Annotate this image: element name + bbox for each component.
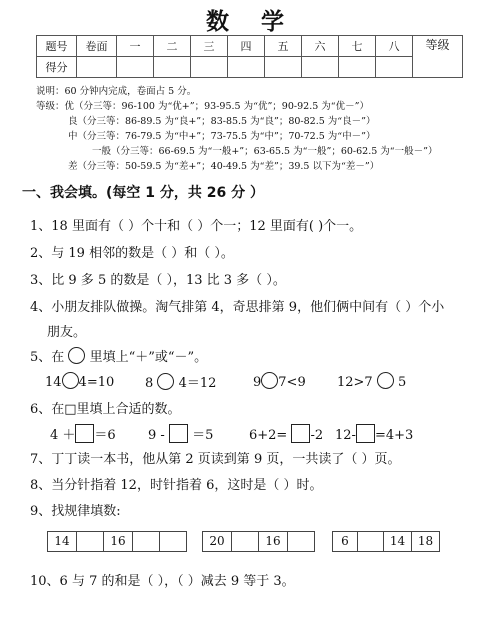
score-header-cell: 题号 <box>37 36 77 57</box>
score-cell[interactable] <box>77 57 117 78</box>
score-row <box>37 57 463 78</box>
pattern-row-1 <box>47 531 187 552</box>
q6-item <box>148 424 213 443</box>
note-level-cha: 差（分三等：50-59.5 为“差+”；40-49.5 为“差”；39.5 以下为“差－”） <box>68 161 380 172</box>
pattern-blank-cell[interactable] <box>288 532 314 551</box>
score-header-cell: 五 <box>265 36 302 57</box>
question-4-cont: 朋友。 <box>47 325 87 340</box>
pattern-blank-cell[interactable] <box>77 532 104 551</box>
q6-item-left: 4 ＋ <box>50 428 76 443</box>
question-5-text: 5、在 <box>30 350 65 365</box>
operator-circle-input[interactable] <box>62 372 79 389</box>
question-5 <box>30 346 207 365</box>
pattern-cell: 16 <box>104 532 133 551</box>
pattern-cell: 14 <box>384 532 412 551</box>
note-duration: 说明：60 分钟内完成，卷面占 5 分。 <box>36 86 197 97</box>
question-8: 8、当分针指着 12，时针指着 6，这时是（ ）时。 <box>30 478 323 493</box>
q6-item <box>249 424 323 443</box>
pattern-cell: 14 <box>48 532 77 551</box>
question-3: 3、比 9 多 5 的数是（ ），13 比 3 多（ ）。 <box>30 273 286 288</box>
q6-item <box>335 424 413 443</box>
pattern-cell: 16 <box>259 532 288 551</box>
q6-item-right: -2 <box>310 428 324 443</box>
circle-blank-icon <box>68 347 85 364</box>
pattern-row-3 <box>332 531 440 552</box>
score-header-cell: 四 <box>228 36 265 57</box>
page-title: 数 学 <box>205 8 296 35</box>
question-4: 4、小朋友排队做操。淘气排第 4，奇思排第 9，他们俩中间有（ ）个小 <box>30 300 445 315</box>
q6-item <box>50 424 116 443</box>
level-cell: 等级 <box>413 36 463 78</box>
section-heading: 一、我会填。(每空 1 分，共 26 分 ） <box>22 185 264 201</box>
q5-item-left: 8 <box>145 376 154 391</box>
operator-circle-input[interactable] <box>261 372 278 389</box>
q6-item-right: ＝6 <box>94 428 116 443</box>
q5-item-right: 4=10 <box>78 375 115 390</box>
question-7: 7、丁丁读一本书，他从第 2 页读到第 9 页，一共读了（ ）页。 <box>30 452 401 467</box>
pattern-blank-cell[interactable] <box>358 532 384 551</box>
score-cell[interactable] <box>265 57 302 78</box>
q6-item-left: 9 - <box>148 428 165 443</box>
operator-circle-input[interactable] <box>157 373 174 390</box>
pattern-row-2 <box>202 531 315 552</box>
q6-item-left: 12- <box>335 428 356 443</box>
score-cell[interactable] <box>228 57 265 78</box>
number-box-input[interactable] <box>356 424 375 443</box>
q6-item-left: 6+2= <box>249 428 288 443</box>
score-header-cell: 七 <box>339 36 376 57</box>
q5-item-left: 14 <box>45 375 62 390</box>
q5-item <box>253 372 306 390</box>
pattern-blank-cell[interactable] <box>133 532 160 551</box>
score-header-cell: 一 <box>117 36 154 57</box>
score-cell[interactable] <box>339 57 376 78</box>
operator-circle-input[interactable] <box>377 372 394 389</box>
score-header-cell: 三 <box>191 36 228 57</box>
number-box-input[interactable] <box>169 424 188 443</box>
q5-item <box>45 372 114 390</box>
score-header-cell: 八 <box>376 36 413 57</box>
q6-item-right: =4+3 <box>374 428 414 443</box>
score-table <box>36 35 463 78</box>
score-header-cell: 六 <box>302 36 339 57</box>
note-level-zhong: 中（分三等：76-79.5 为“中+”；73-75.5 为“中”；70-72.5 为“中－”） <box>68 131 376 142</box>
score-cell[interactable] <box>302 57 339 78</box>
pattern-cell: 6 <box>333 532 358 551</box>
score-cell[interactable] <box>117 57 154 78</box>
note-level-liang: 良（分三等：86-89.5 为“良+”；83-85.5 为“良”；80-82.5 为“良－”） <box>68 116 376 127</box>
number-box-input[interactable] <box>291 424 310 443</box>
note-level-yiban: 一般（分三等：66-69.5 为“一般+”；63-65.5 为“一般”；60-62.5 为“一般－”） <box>92 146 438 157</box>
q5-item-right: 4＝12 <box>178 376 217 391</box>
score-row-label: 得分 <box>37 57 77 78</box>
score-cell[interactable] <box>154 57 191 78</box>
score-cell[interactable] <box>376 57 413 78</box>
pattern-cell: 18 <box>417 534 434 548</box>
pattern-blank-cell[interactable] <box>160 532 186 551</box>
q5-item <box>145 372 216 391</box>
q5-item-left: 9 <box>253 375 262 390</box>
question-10: 10、6 与 7 的和是（ ），（ ）减去 9 等于 3。 <box>30 574 295 589</box>
q5-item-left: 12>7 <box>337 375 373 390</box>
question-5-text-end: 里填上“＋”或“－”。 <box>89 350 208 365</box>
score-header-row <box>37 36 463 57</box>
question-9: 9、找规律填数: <box>30 504 121 519</box>
question-6: 6、在□里填上合适的数。 <box>30 402 181 417</box>
q6-item-right: ＝5 <box>192 428 214 443</box>
q5-item <box>337 372 406 390</box>
q5-item-right: 7<9 <box>278 375 306 390</box>
score-cell[interactable] <box>191 57 228 78</box>
score-header-cell: 卷面 <box>77 36 117 57</box>
question-2: 2、与 19 相邻的数是（ ）和（ ）。 <box>30 246 234 261</box>
pattern-cell: 20 <box>203 532 232 551</box>
question-1: 1、18 里面有（ ）个十和（ ）个一；12 里面有( )个一。 <box>30 219 363 234</box>
pattern-blank-cell[interactable] <box>232 532 259 551</box>
number-box-input[interactable] <box>75 424 94 443</box>
note-level-you: 等级：优（分三等：96-100 为“优+”；93-95.5 为“优”；90-92.5 为“优－”） <box>36 101 369 112</box>
score-header-cell: 二 <box>154 36 191 57</box>
q5-item-right: 5 <box>398 375 407 390</box>
